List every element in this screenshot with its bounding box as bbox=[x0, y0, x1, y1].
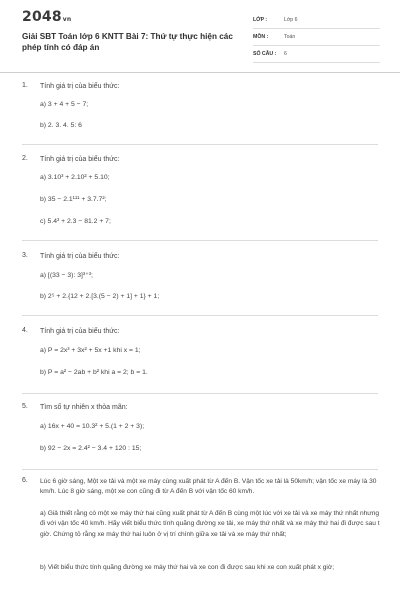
question-number: 6. bbox=[22, 477, 28, 484]
meta-key: MÔN : bbox=[253, 34, 269, 40]
question-divider bbox=[22, 144, 378, 145]
question-item: b) P = a² − 2ab + b² khi a = 2; b = 1. bbox=[40, 369, 148, 376]
meta-value: 6 bbox=[284, 51, 287, 57]
question-item: b) 2⁵ + 2.{12 + 2.[3.(5 − 2) + 1] + 1} + 1; bbox=[40, 293, 160, 300]
question-prompt: Tính giá trị của biểu thức: bbox=[40, 328, 120, 335]
question-item: a) 16x + 40 = 10.3² + 5.(1 + 2 + 3); bbox=[40, 423, 145, 430]
question-item: a) P = 2x³ + 3x² + 5x +1 khi x = 1; bbox=[40, 347, 141, 354]
meta-value: Toán bbox=[284, 34, 296, 40]
question-divider bbox=[22, 393, 378, 394]
meta-key: SỐ CÂU : bbox=[253, 51, 277, 57]
question-number: 4. bbox=[22, 327, 28, 334]
question-item: b) Viết biểu thức tính quãng đường xe máy thứ hai và xe con đi được sau khi xe con xuất phát x giờ; bbox=[40, 564, 335, 571]
meta-key: LỚP : bbox=[253, 17, 268, 23]
question-item: b) 92 − 2x = 2.4² − 3.4 + 120 : 15; bbox=[40, 445, 142, 452]
question-prompt: Lúc 6 giờ sáng, Một xe tải và một xe máy cùng xuất phát từ A đến B. Vận tốc xe tải là 50km/h; vận tốc xe máy là 30 km/h. Lúc 8 giờ sáng, một xe con cũng đi từ A đến B với vận tốc 60 km/h. bbox=[40, 478, 377, 496]
question-item: c) 5.4³ + 2.3 − 81.2 + 7; bbox=[40, 218, 111, 225]
logo-text: 2048 bbox=[22, 9, 62, 25]
question-divider bbox=[22, 469, 378, 470]
question-prompt: Tìm số tự nhiên x thỏa mãn: bbox=[40, 404, 128, 411]
meta-row-subject bbox=[253, 29, 380, 46]
question-item: a) 3.10³ + 2.10² + 5.10; bbox=[40, 174, 110, 181]
question-number: 2. bbox=[22, 155, 28, 162]
question-item: b) 35 − 2.1¹¹¹ + 3.7.7²; bbox=[40, 196, 107, 203]
document-header bbox=[0, 0, 400, 72]
meta-row-count bbox=[253, 46, 380, 63]
logo-suffix: vn bbox=[62, 16, 72, 23]
question-item: a) [(33 − 3): 3]³⁺³; bbox=[40, 272, 93, 279]
question-item: a) 3 + 4 + 5 − 7; bbox=[40, 101, 89, 108]
question-prompt: Tính giá trị của biểu thức: bbox=[40, 253, 120, 260]
question-divider bbox=[22, 315, 378, 316]
meta-row-class bbox=[253, 12, 380, 29]
question-item: b) 2. 3. 4. 5: 6 bbox=[40, 122, 82, 129]
meta-value: Lớp 6 bbox=[284, 17, 298, 23]
question-prompt: Tính giá trị của biểu thức: bbox=[40, 156, 120, 163]
question-divider bbox=[22, 240, 378, 241]
question-number: 3. bbox=[22, 252, 28, 259]
page-title: Giải SBT Toán lớp 6 KNTT Bài 7: Thứ tự thực hiện các phép tính có đáp án bbox=[22, 32, 233, 52]
meta-table bbox=[253, 12, 380, 63]
site-logo[interactable] bbox=[22, 9, 71, 25]
question-number: 5. bbox=[22, 403, 28, 410]
header-divider bbox=[0, 72, 400, 73]
question-item: a) Giả thiết rằng có một xe máy thứ hai cũng xuất phát từ A đến B cùng một lúc với xe tải và xe máy thứ nhất nhưng đi với vận tốc 40 km/h. Hãy viết biểu thức tính quãng đường xe tải, xe máy thứ nhất và xe máy thứ hai đi được sau t giờ. Chứng tỏ rằng xe máy thứ hai luôn ở vị trí chính giữa xe tải và xe máy thứ nhất; bbox=[40, 510, 380, 538]
question-prompt: Tính giá trị của biểu thức: bbox=[40, 83, 120, 90]
question-number: 1. bbox=[22, 82, 28, 89]
